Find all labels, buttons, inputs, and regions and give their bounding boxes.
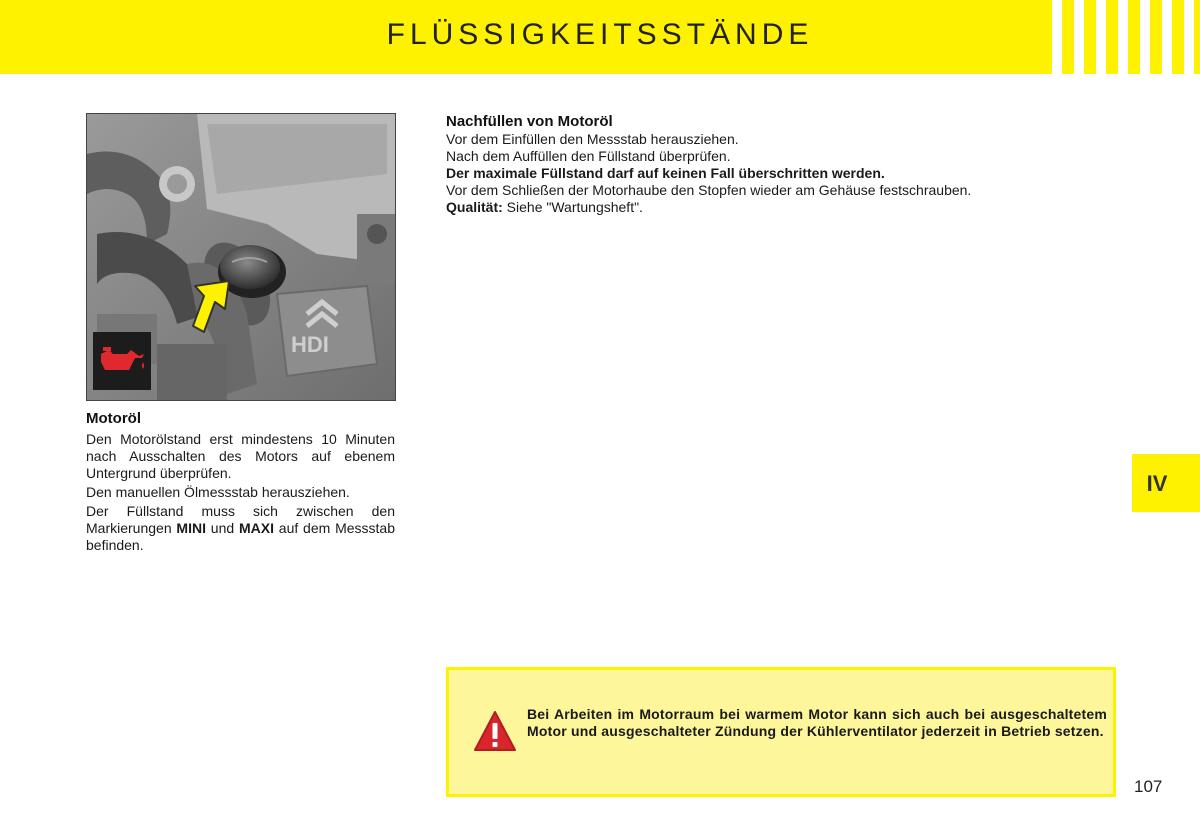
motoroel-paragraph-1: Den Motorölstand erst mindestens 10 Minuten nach Ausschalten des Motors auf ebenem Untergrund überprüfen. <box>86 431 395 481</box>
mini-marker: MINI <box>176 520 206 536</box>
nachfuellen-line-2: Nach dem Auffüllen den Füllstand überprüfen. <box>446 148 731 164</box>
engine-photo <box>86 113 396 401</box>
quality-label: Qualität: <box>446 199 503 215</box>
nachfuellen-text <box>446 131 1086 216</box>
page-header <box>0 0 1200 74</box>
motoroel-paragraph-2: Den manuellen Ölmessstab herausziehen. <box>86 484 350 500</box>
chapter-tab-label: IV <box>1146 471 1168 496</box>
warning-text: Bei Arbeiten im Motorraum bei warmem Motor kann sich auch bei ausgeschaltetem Motor und ausgeschalteter Zündung der Kühlerventilator jederzeit in Betrieb setzen. <box>527 706 1107 739</box>
oil-can-icon <box>93 332 151 390</box>
motoroel-title: Motoröl <box>86 410 141 427</box>
maxi-marker: MAXI <box>238 520 274 536</box>
nachfuellen-line-3: Der maximale Füllstand darf auf keinen Fall überschritten werden. <box>446 165 885 181</box>
header-stripes <box>1040 0 1200 74</box>
warning-box <box>446 667 1116 797</box>
nachfuellen-line-1: Vor dem Einfüllen den Messstab herausziehen. <box>446 131 739 147</box>
page-title: FLÜSSIGKEITSSTÄNDE <box>386 18 814 51</box>
nachfuellen-line-5: Qualität: Siehe "Wartungsheft". <box>446 199 643 215</box>
motoroel-paragraph-3: Der Füllstand muss sich zwischen den Markierungen MINI und MAXI auf dem Messstab befinden. <box>86 503 396 553</box>
nachfuellen-line-4: Vor dem Schließen der Motorhaube den Stopfen wieder am Gehäuse festschrauben. <box>446 182 972 198</box>
hdi-badge-text: HDI <box>291 332 329 357</box>
page-number: 107 <box>1134 777 1163 796</box>
motoroel-text <box>86 431 395 556</box>
chapter-tab <box>1132 454 1200 512</box>
nachfuellen-title: Nachfüllen von Motoröl <box>446 113 613 130</box>
warning-triangle-icon <box>473 710 517 754</box>
